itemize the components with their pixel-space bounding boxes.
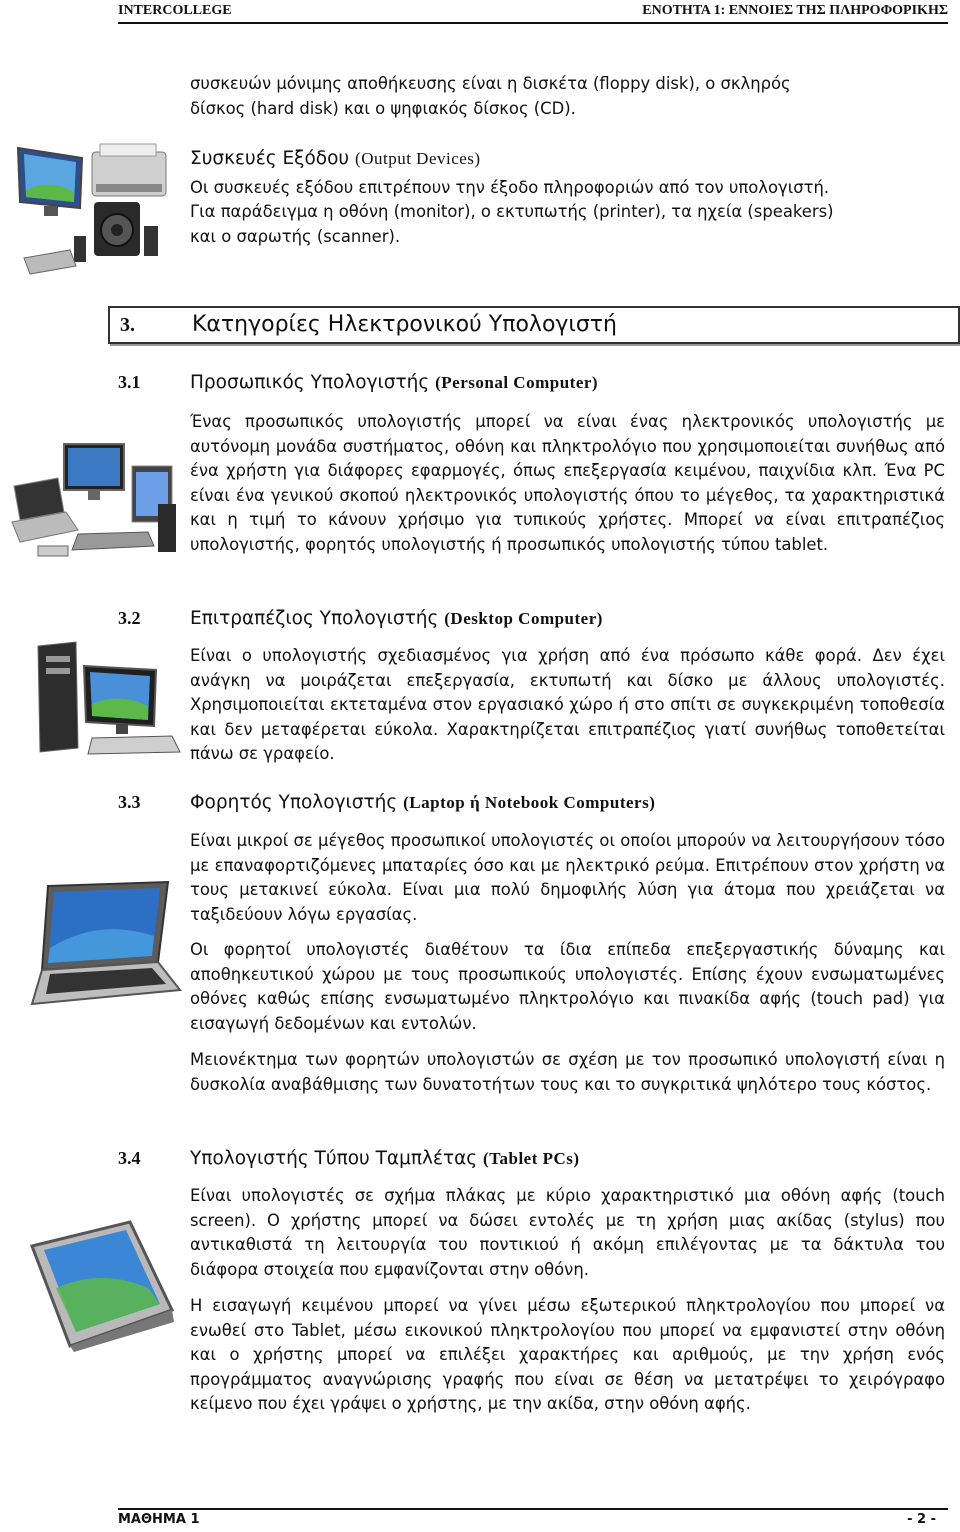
header-unit-title: ΕΝΟΤΗΤΑ 1: ΕΝΝΟΙΕΣ ΤΗΣ ΠΛΗΡΟΦΟΡΙΚΗΣ xyxy=(642,3,948,18)
output-devices-title-greek: Συσκευές Εξόδου xyxy=(190,148,350,169)
output-devices-section xyxy=(190,147,945,249)
intro-line-2: δίσκος (hard disk) και ο ψηφιακός δίσκος (CD). xyxy=(190,98,576,118)
section-3-2-paragraph: Είναι ο υπολογιστής σχεδιασμένος για χρήση από ένα πρόσωπο κάθε φορά. Δεν έχει ανάγκη να μοιράζεται επεξεργασία, εκτυπωτή και δίσκο με άλλους υπολογιστές. Χρησιμοποιείται εκτεταμένα στον εργασιακό χώρο ή στο σπίτι σε συγκεκριμένη τοποθεσία και δεν μεταφέρεται εύκολα. Χαρακτηρίζεται επιτραπέζιος γιατί συνήθως τοποθετείται πάνω σε γραφείο. xyxy=(190,646,945,763)
footer-page-number: - 2 - xyxy=(907,1512,936,1527)
laptop-illustration xyxy=(28,878,184,1014)
section-3-1-number: 3.1 xyxy=(118,372,141,392)
section-3-3-title-english: (Laptop ή Notebook Computers) xyxy=(403,793,656,812)
section-3-title: Κατηγορίες Ηλεκτρονικού Υπολογιστή xyxy=(192,312,617,337)
desktop-computer-illustration xyxy=(32,640,182,760)
output-line-1: Οι συσκευές εξόδου επιτρέπουν την έξοδο πληροφοριών από τον υπολογιστή. xyxy=(190,177,830,197)
intro-line-1: συσκευών μόνιμης αποθήκευσης είναι η δισκέτα (floppy disk), ο σκληρός xyxy=(190,74,791,93)
output-line-2: Για παράδειγμα η οθόνη (monitor), ο εκτυπωτής (printer), τα ηχεία (speakers) xyxy=(190,202,834,221)
section-3-2-number: 3.2 xyxy=(118,608,141,628)
section-3-1-title-english: (Personal Computer) xyxy=(435,373,599,392)
intro-paragraph xyxy=(190,72,945,121)
section-3-1-title-greek: Προσωπικός Υπολογιστής xyxy=(190,372,430,393)
section-3-3-number: 3.3 xyxy=(118,792,141,812)
section-3-4-title-greek: Υπολογιστής Τύπου Ταμπλέτας xyxy=(190,1148,478,1169)
page-footer xyxy=(118,1508,948,1532)
footer-lesson: ΜΑΘΗΜΑ 1 xyxy=(118,1512,200,1527)
section-3-3-paragraph-3: Μειονέκτημα των φορητών υπολογιστών σε σχέση με τον προσωπικό υπολογιστή είναι η δυσκολία αναβάθμισης των δυνατοτήτων τους και το συγκριτικά ψηλότερο τους κόστος. xyxy=(190,1050,945,1094)
section-3-4-number: 3.4 xyxy=(118,1148,141,1168)
output-devices-illustration xyxy=(10,140,180,280)
section-3-1-paragraph: Ένας προσωπικός υπολογιστής μπορεί να είναι ένας ηλεκτρονικός υπολογιστής με αυτόνομη μονάδα συστήματος, οθόνη και πληκτρολόγιο που χρησιμοποιείται συνήθως από ένα χρήστη για διάφορες εφαρμογές, όπως επεξεργασία κειμένου, παιχνίδια κλπ. Ένα PC είναι ένα γενικού σκοπού ηλεκτρονικός υπολογιστής όπου το μέγεθος, τα χαρακτηριστικά και η τιμή το κάνουν χρήσιμο για τυπικούς χρήστες. Μπορεί να είναι επιτραπέζιος υπολογιστής, φορητός υπολογιστής ή προσωπικός υπολογιστής τύπου tablet. xyxy=(190,412,945,554)
output-devices-title-english: (Output Devices) xyxy=(355,149,481,168)
section-3-3-title-greek: Φορητός Υπολογιστής xyxy=(190,792,398,813)
header-institution: INTERCOLLEGE xyxy=(118,3,232,18)
section-3-4-paragraph-1: Είναι υπολογιστές σε σχήμα πλάκας με κύριο χαρακτηριστικό μια οθόνη αφής (touch screen). Ο χρήστης μπορεί να δώσει εντολές με τη χρήση μιας ακίδας (stylus) που αντικαθιστά τη λειτουργία του ποντικιού ή ακόμη επιλέγοντας με τα δάκτυλα του διάφορα στοιχεία που εμφανίζονται στην οθόνη. xyxy=(190,1186,945,1279)
section-3-4-heading xyxy=(118,1148,948,1174)
section-3-1-heading xyxy=(118,372,948,398)
section-3-2-title-english: (Desktop Computer) xyxy=(444,609,603,628)
section-3-3-heading xyxy=(118,792,948,818)
section-3-number: 3. xyxy=(120,314,135,336)
section-3-3-paragraph-1: Είναι μικροί σε μέγεθος προσωπικοί υπολογιστές οι οποίοι μπορούν να λειτουργήσουν τόσο με επαναφορτιζόμενες μπαταρίες όσο και με ηλεκτρικό ρεύμα. Επιτρέπουν στον χρήστη να τους μετακινεί εύκολα. Είναι μια πολύ δημοφιλής λύση για άτομα που χρειάζεται να ταξιδεύουν λόγω εργασίας. xyxy=(190,831,945,924)
personal-computers-illustration xyxy=(8,438,180,568)
output-devices-heading xyxy=(190,147,945,172)
section-3-4-title-english: (Tablet PCs) xyxy=(483,1149,580,1168)
tablet-pc-illustration xyxy=(22,1218,180,1354)
section-3-3-paragraph-2: Οι φορητοί υπολογιστές διαθέτουν τα ίδια επίπεδα επεξεργαστικής δύναμης και αποθηκευτικού χώρου με τους προσωπικούς υπολογιστές. Επίσης έχουν ενσωματωμένες οθόνες καθώς επίσης ενσωματωμένο πληκτρολόγιο και πινακίδα αφής (touch pad) για εισαγωγή δεδομένων και εντολών. xyxy=(190,940,945,1033)
section-3-2-title-greek: Επιτραπέζιος Υπολογιστής xyxy=(190,608,439,629)
section-3-2-heading xyxy=(118,608,948,634)
page-header xyxy=(118,0,948,24)
section-3-heading xyxy=(108,306,960,344)
output-line-3: και ο σαρωτής (scanner). xyxy=(190,226,401,246)
section-3-4-paragraph-2: Η εισαγωγή κειμένου μπορεί να γίνει μέσω εξωτερικού πληκτρολογίου που μπορεί να ενωθεί στο Tablet, μέσω εικονικού πληκτρολογίου που μπορεί να εμφανιστεί στην οθόνη και ο χρήστης μπορεί να επιλέξει χαρακτήρες και αριθμούς, με την χρήση ενός προγράμματος αναγνώρισης γραφής που είναι σε θέση να μετατρέψει το χειρόγραφο κείμενο που έχει γράψει ο χρήστης, με την ακίδα, στην οθόνη αφής. xyxy=(190,1296,945,1413)
